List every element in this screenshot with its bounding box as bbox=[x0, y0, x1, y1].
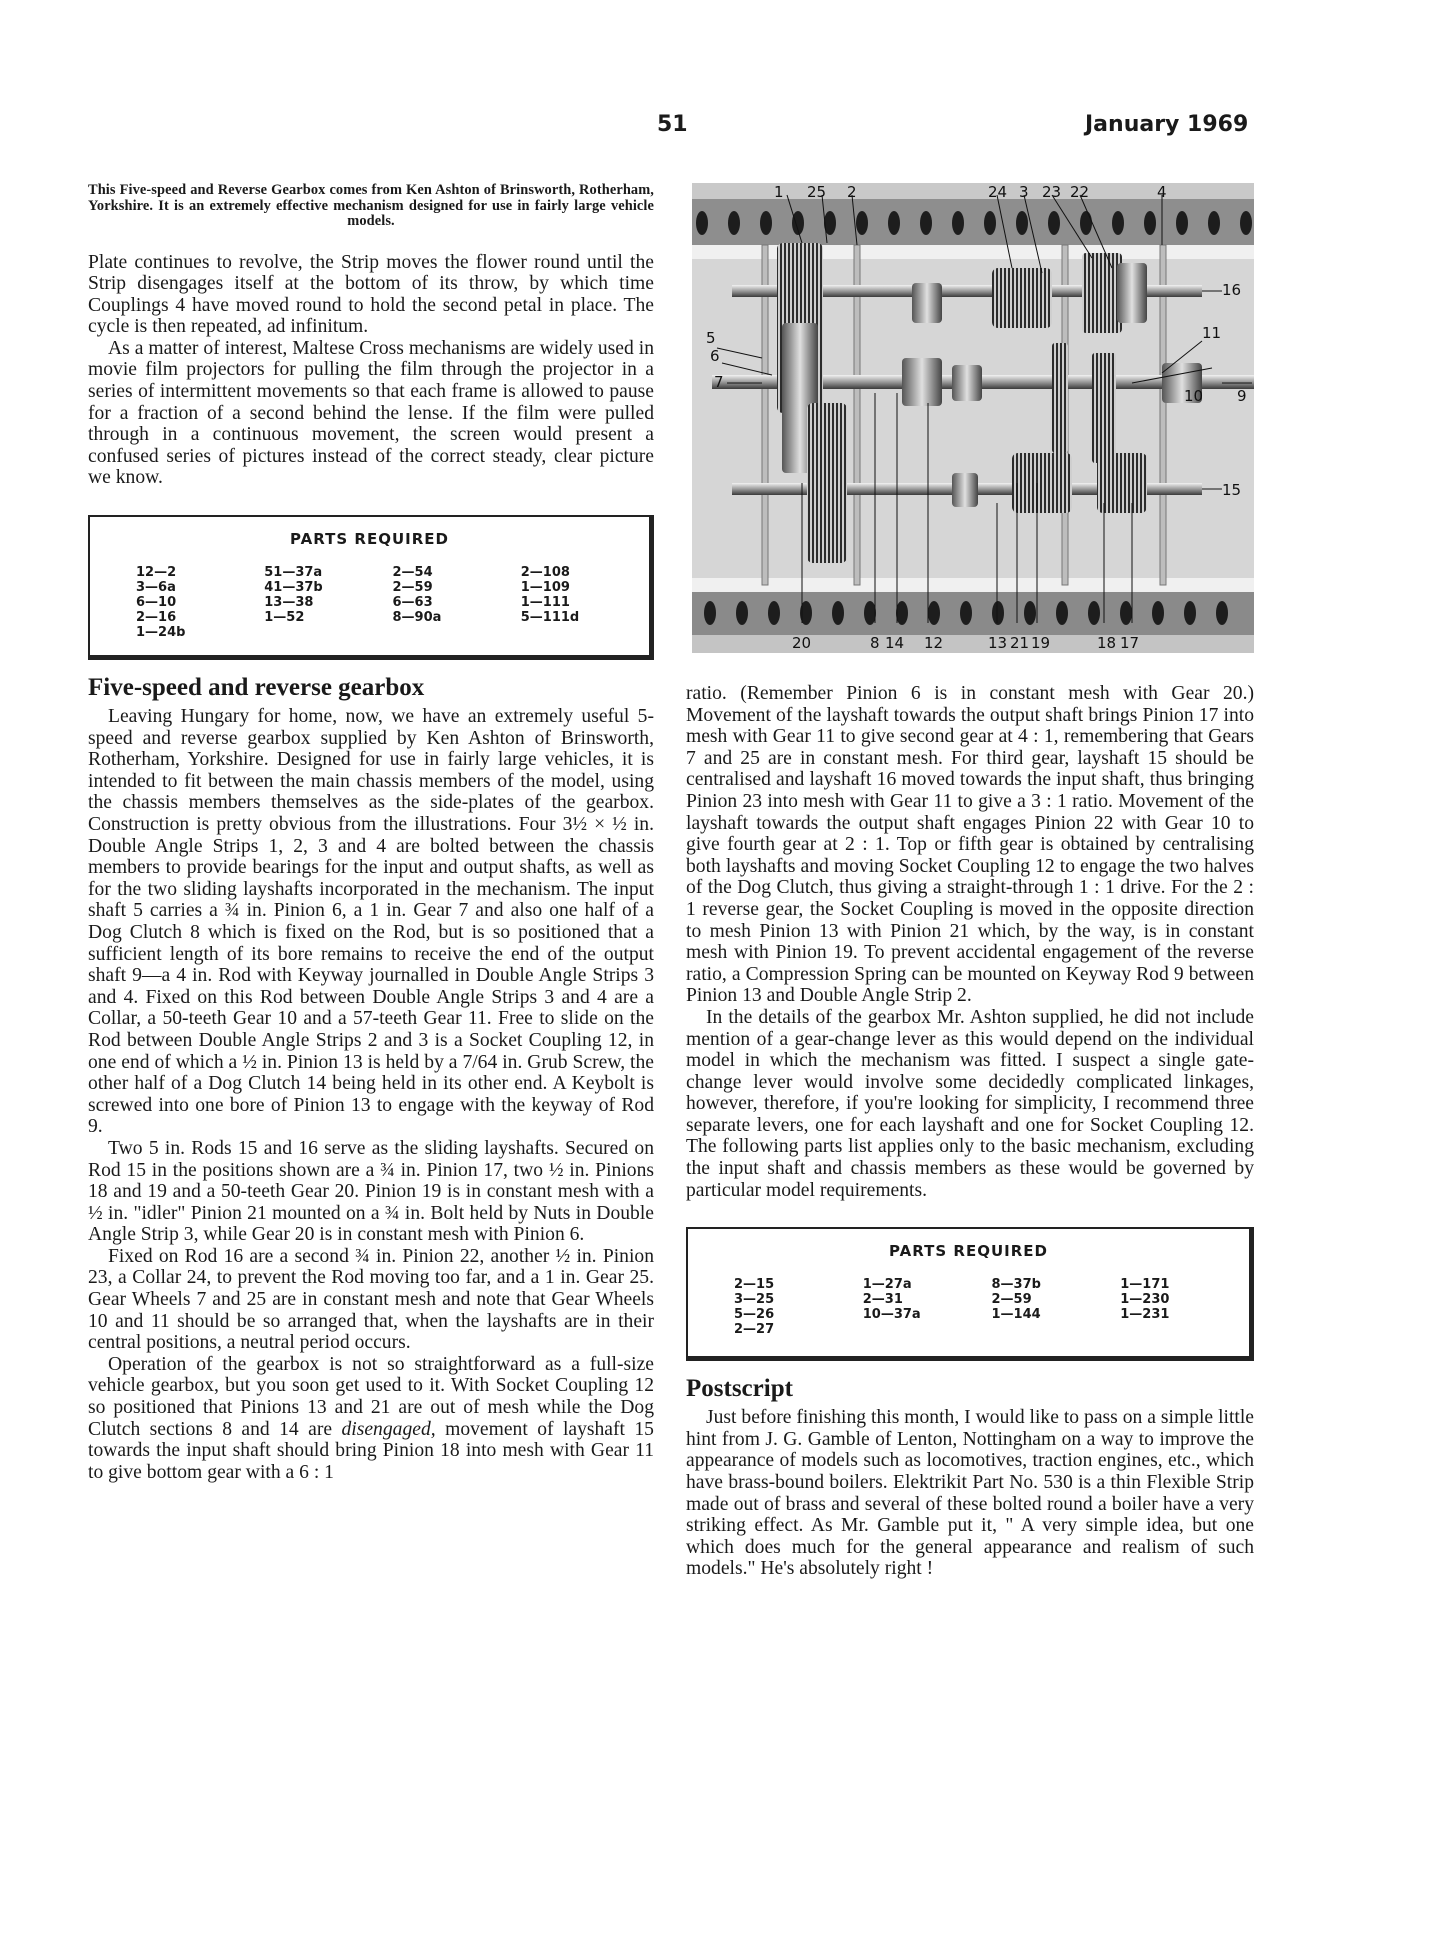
part-entry: 5—111d bbox=[520, 609, 580, 625]
parts-grid bbox=[90, 565, 649, 640]
label-4: 4 bbox=[1157, 183, 1167, 201]
label-8: 8 bbox=[870, 634, 880, 652]
right-column bbox=[686, 683, 1254, 1580]
parts-column bbox=[1120, 1277, 1249, 1337]
part-entry: 6—63 bbox=[392, 594, 433, 610]
label-5: 5 bbox=[706, 329, 716, 347]
part-entry: 2—59 bbox=[392, 579, 433, 595]
postscript-heading: Postscript bbox=[686, 1375, 793, 1403]
intro-paragraph-2: As a matter of interest, Maltese Cross mechanisms are widely used in movie film projectors for pulling the film through the projector in a series of intermittent movements so that each frame is allowed to pause for a fraction of a second behind the lense. If the film were pulled through in a continuous movement, the screen would present a confused series of pictures instead of the correct steady, clear picture we know. bbox=[88, 337, 654, 489]
part-entry: 10—37a bbox=[862, 1306, 921, 1322]
gearbox-paragraph-1: Leaving Hungary for home, now, we have an extremely useful 5-speed and reverse gearbox supplied by Ken Ashton of Brinsworth, Rotherham, Yorkshire. Designed for use in fairly large vehicles, it is intended to fit between the main chassis members of the model, using the chassis members themselves as the side-plates of the gearbox. Construction is pretty obvious from the illustrations. Four 3½ × ½ in. Double Angle Strips 1, 2, 3 and 4 are bolted between the chassis members to provide bearings for the input and output shafts, as well as for the two sliding layshafts incorporated in the mechanism. The input shaft 5 carries a ¾ in. Pinion 6, a 1 in. Gear 7 and also one half of a Dog Clutch 8 which is fixed on the Rod, but is so positioned that a sufficient length of its bore remains to receive the end of the output shaft 9—a 4 in. Rod with Keyway journalled in Double Angle Strips 3 and 4. Fixed on this Rod between Double Angle Strips 3 and 4 are a Collar, a 50-teeth Gear 10 and a 57-teeth Gear 11. Free to slide on the Rod between Double Angle Strips 2 and 3 is a Socket Coupling 12, in one end of which a ½ in. Pinion 13 is held by a 7/64 in. Grub Screw, the other half of a Dog Clutch 14 being held in its other end. A Keybolt is screwed into one bore of Pinion 13 to engage with the keyway of Rod 9. bbox=[88, 706, 654, 1138]
part-entry: 1—109 bbox=[520, 579, 570, 595]
part-entry: 3—25 bbox=[734, 1291, 775, 1307]
intro-paragraph-1: Plate continues to revolve, the Strip moves the flower round until the Strip disengages itself at the bottom of its throw, by which time Couplings 4 have moved round to hold the second petal in place. The cycle is then repeated, ad infinitum. bbox=[88, 251, 654, 338]
part-entry: 3—6a bbox=[136, 579, 176, 595]
part-entry: 2—108 bbox=[520, 564, 570, 580]
part-entry: 2—27 bbox=[734, 1321, 775, 1337]
part-entry: 1—230 bbox=[1120, 1291, 1170, 1307]
label-7: 7 bbox=[714, 373, 724, 391]
parts-column bbox=[521, 565, 649, 640]
parts-column bbox=[992, 1277, 1121, 1337]
label-9: 9 bbox=[1237, 387, 1247, 405]
parts-required-table-2 bbox=[686, 1227, 1254, 1361]
parts-column bbox=[136, 565, 264, 640]
part-entry: 5—26 bbox=[734, 1306, 775, 1322]
label-2: 2 bbox=[847, 183, 857, 201]
part-entry: 1—111 bbox=[520, 594, 570, 610]
gearbox-paragraph-4-end: movement of layshaft 15 towards the input shaft should bring Pinion 18 into mesh with Gear 11 to give bottom gear with a 6 : 1 bbox=[88, 1418, 654, 1483]
label-6: 6 bbox=[710, 347, 720, 365]
parts-required-table-1 bbox=[88, 515, 654, 660]
label-21: 21 bbox=[1010, 634, 1030, 652]
part-entry: 1—144 bbox=[991, 1306, 1041, 1322]
label-14: 14 bbox=[885, 634, 905, 652]
parts-column bbox=[734, 1277, 863, 1337]
label-19: 19 bbox=[1031, 634, 1051, 652]
part-entry: 2—31 bbox=[862, 1291, 903, 1307]
label-23: 23 bbox=[1042, 183, 1062, 201]
label-15: 15 bbox=[1222, 481, 1242, 499]
photo-caption: This Five-speed and Reverse Gearbox comes from Ken Ashton of Brinsworth, Rotherham, Yorkshire. It is an extremely effective mechanism designed for use in fairly large vehicle models. bbox=[88, 182, 654, 229]
gearbox-illustration bbox=[692, 183, 1254, 653]
label-22: 22 bbox=[1070, 183, 1090, 201]
label-3: 3 bbox=[1019, 183, 1029, 201]
gearbox-heading: Five-speed and reverse gearbox bbox=[88, 674, 425, 702]
postscript-paragraph: Just before finishing this month, I would like to pass on a simple little hint from J. G. Gamble of Lenton, Nottingham on a way to improve the appearance of models such as locomotives, traction engines, etc., which have brass-bound boilers. Elektrikit Part No. 530 is a thin Flexible Strip made out of brass and several of these bolted round a boiler have a very striking effect. As Mr. Gamble put it, " A very simple idea, but one which does much for the general appearance and realism of such models." He's absolutely right ! bbox=[686, 1407, 1254, 1580]
parts-column bbox=[264, 565, 392, 640]
label-25: 25 bbox=[807, 183, 827, 201]
part-entry: 8—37b bbox=[991, 1276, 1041, 1292]
part-entry: 1—231 bbox=[1120, 1306, 1170, 1322]
parts-column bbox=[863, 1277, 992, 1337]
left-column bbox=[88, 183, 654, 1483]
part-entry: 2—16 bbox=[136, 609, 177, 625]
label-10: 10 bbox=[1184, 387, 1204, 405]
label-13: 13 bbox=[988, 634, 1008, 652]
gearbox-paragraph-4-italic: disengaged, bbox=[341, 1418, 436, 1440]
label-16: 16 bbox=[1222, 281, 1242, 299]
label-12: 12 bbox=[924, 634, 944, 652]
label-17: 17 bbox=[1120, 634, 1140, 652]
issue-date: January 1969 bbox=[1085, 112, 1249, 137]
parts-column bbox=[393, 565, 521, 640]
part-entry: 2—59 bbox=[991, 1291, 1032, 1307]
gearbox-paragraph-4-start: Operation of the gearbox is not so straightforward as a full-size vehicle gearbox, but you soon get used to it. With Socket Coupling 12 so positioned that Pinions 13 and 21 are out of mesh while the Dog Clutch sections 8 and 14 are bbox=[88, 1353, 654, 1440]
page-number: 51 bbox=[657, 112, 688, 137]
parts-grid bbox=[688, 1277, 1249, 1337]
part-entry: 8—90a bbox=[392, 609, 442, 625]
part-entry: 6—10 bbox=[136, 594, 177, 610]
right-paragraph-1: ratio. (Remember Pinion 6 is in constant mesh with Gear 20.) Movement of the layshaft towards the output shaft brings Pinion 17 into mesh with Gear 11 to give second gear at 4 : 1, remembering that Gears 7 and 25 are in constant mesh. For third gear, layshaft 15 should be centralised and layshaft 16 moved towards the input shaft, thus bringing Pinion 23 into mesh with Gear 11 to give a 3 : 1 ratio. Movement of the layshaft towards the output shaft engages Pinion 22 with Gear 10 to give fourth gear at 2 : 1. Top or fifth gear is obtained by centralising both layshafts and moving Socket Coupling 12 to engage the two halves of the Dog Clutch, thus giving a straight-through 1 : 1 drive. For the 2 : 1 reverse gear, the Socket Coupling is moved in the opposite direction to mesh Pinion 13 with Pinion 21 which, by the way, is in constant mesh with Pinion 19. To prevent accidental engagement of the reverse ratio, a Compression Spring can be mounted on Keyway Rod 9 between Pinion 13 and Double Angle Strip 2. bbox=[686, 683, 1254, 1007]
part-entry: 2—54 bbox=[392, 564, 433, 580]
label-24: 24 bbox=[988, 183, 1008, 201]
part-entry: 2—15 bbox=[734, 1276, 775, 1292]
gearbox-photo bbox=[692, 183, 1254, 653]
parts-table-title: PARTS REQUIRED bbox=[889, 1242, 1048, 1261]
gearbox-paragraph-2: Two 5 in. Rods 15 and 16 serve as the sliding layshafts. Secured on Rod 15 in the positions shown are a ¾ in. Pinion 17, two ½ in. Pinions 18 and 19 and a 50-teeth Gear 20. Pinion 19 is in constant mesh with a ½ in. "idler" Pinion 21 mounted on a ¾ in. Bolt held by Nuts in Double Angle Strip 3, while Gear 20 is in constant mesh with Pinion 6. bbox=[88, 1137, 654, 1246]
gearbox-paragraph-3: Fixed on Rod 16 are a second ¾ in. Pinion 22, another ½ in. Pinion 23, a Collar 24, to prevent the Rod moving too far, and a 1 in. Gear 25. Gear Wheels 7 and 25 are in constant mesh and note that Gear Wheels 10 and 11 should be so arranged that, when the layshafts are in their central positions, a neutral period occurs. bbox=[88, 1245, 654, 1354]
part-entry: 12—2 bbox=[136, 564, 177, 580]
label-11: 11 bbox=[1202, 324, 1222, 342]
part-entry: 51—37a bbox=[264, 564, 323, 580]
part-entry: 1—24b bbox=[136, 624, 186, 640]
right-paragraph-2: In the details of the gearbox Mr. Ashton supplied, he did not include mention of a gear-change lever as this would depend on the individual model in which the mechanism was fitted. I suspect a single gate-change lever would involve some decidedly complicated linkages, however, therefore, if you're looking for simplicity, I recommend three separate levers, one for each layshaft and one for Socket Coupling 12. The following parts list applies only to the basic mechanism, excluding the input shaft and chassis members as these would be governed by particular model requirements. bbox=[686, 1006, 1254, 1201]
label-18: 18 bbox=[1097, 634, 1117, 652]
parts-table-title: PARTS REQUIRED bbox=[290, 530, 449, 549]
part-entry: 1—171 bbox=[1120, 1276, 1170, 1292]
part-entry: 1—27a bbox=[862, 1276, 912, 1292]
part-entry: 13—38 bbox=[264, 594, 314, 610]
part-entry: 1—52 bbox=[264, 609, 305, 625]
gearbox-paragraph-4 bbox=[88, 1354, 654, 1484]
part-entry: 41—37b bbox=[264, 579, 323, 595]
label-20: 20 bbox=[792, 634, 812, 652]
label-1: 1 bbox=[774, 183, 784, 201]
